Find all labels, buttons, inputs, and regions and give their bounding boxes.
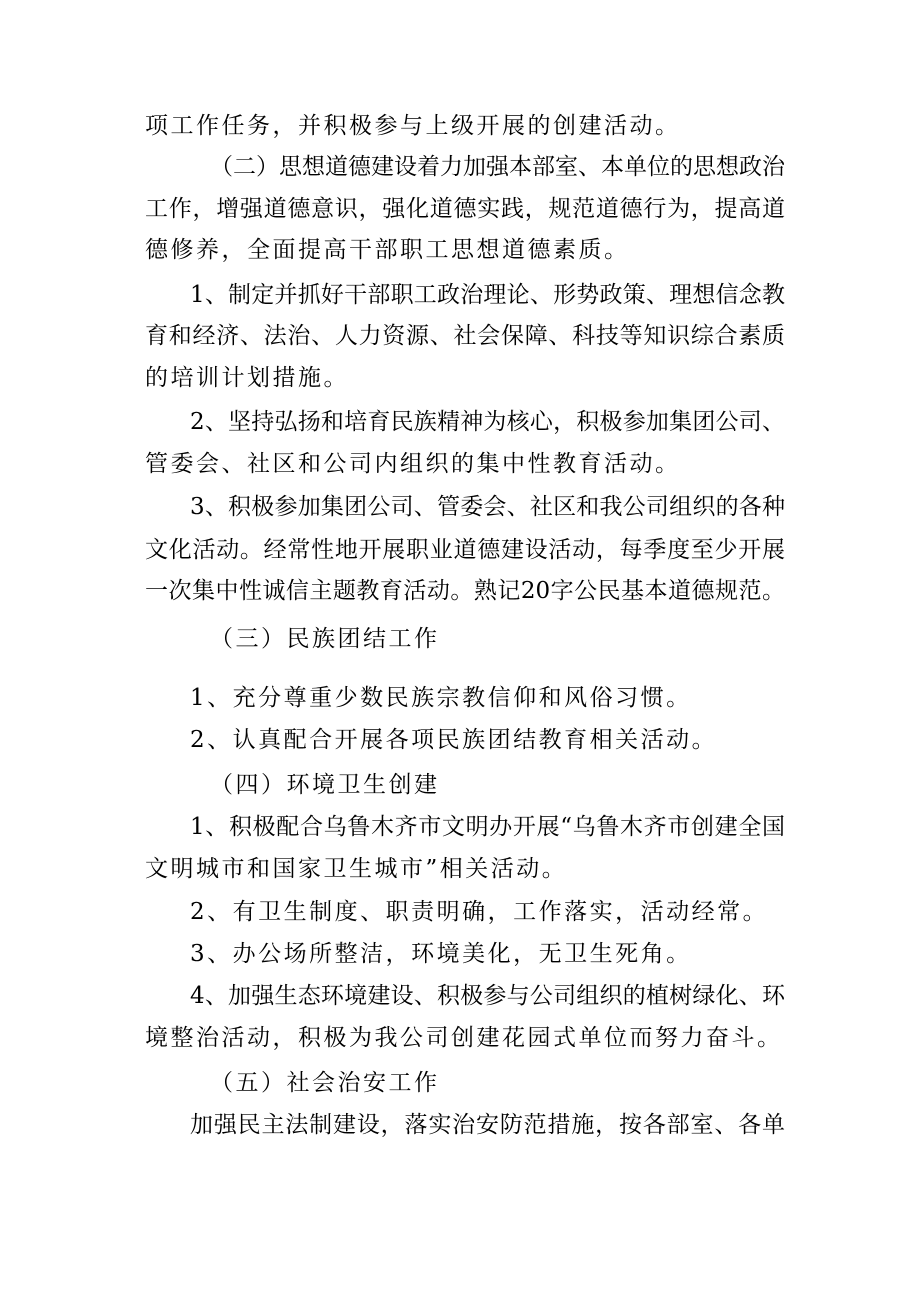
paragraph-line: 境整治活动，积极为我公司创建花园式单位而努力奋斗。 (145, 1025, 783, 1051)
list-item-line: 2、认真配合开展各项民族团结教育相关活动。 (190, 727, 718, 753)
section-heading-line: （二）思想道德建设着力加强本部室、本单位的思想政治 (210, 154, 785, 180)
paragraph-line: 项工作任务，并积极参与上级开展的创建活动。 (145, 113, 681, 139)
section-heading-line: （四）环境卫生创建 (210, 772, 440, 798)
paragraph-line: 加强民主法制建设，落实治安防范措施，按各部室、各单 (190, 1112, 785, 1138)
list-item-line: 4、加强生态环境建设、积极参与公司组织的植树绿化、环 (190, 983, 785, 1009)
paragraph-line: 一次集中性诚信主题教育活动。熟记20字公民基本道德规范。 (145, 578, 785, 604)
list-item-line: 1、积极配合乌鲁木齐市文明办开展“乌鲁木齐市创建全国 (190, 814, 785, 840)
list-item-line: 2、坚持弘扬和培育民族精神为核心，积极参加集团公司、 (190, 409, 785, 435)
list-item-line: 1、充分尊重少数民族宗教信仰和风俗习惯。 (190, 685, 692, 711)
paragraph-line: 育和经济、法治、人力资源、社会保障、科技等知识综合素质 (145, 323, 785, 349)
list-item-line: 2、有卫生制度、职责明确，工作落实，活动经常。 (190, 899, 769, 925)
section-heading-line: （三）民族团结工作 (210, 626, 440, 652)
section-heading-line: （五）社会治安工作 (210, 1070, 440, 1096)
paragraph-line: 德修养，全面提高干部职工思想道德素质。 (145, 237, 630, 263)
paragraph-line: 工作，增强道德意识，强化道德实践，规范道德行为，提高道 (145, 196, 785, 222)
list-item-line: 3、办公场所整洁，环境美化，无卫生死角。 (190, 941, 692, 967)
paragraph-line: 文明城市和国家卫生城市”相关活动。 (145, 856, 568, 882)
list-item-line: 3、积极参加集团公司、管委会、社区和我公司组织的各种 (190, 494, 785, 520)
list-item-line: 1、制定并抓好干部职工政治理论、形势政策、理想信念教 (190, 282, 785, 308)
paragraph-line: 文化活动。经常性地开展职业道德建设活动，每季度至少开展 (145, 537, 785, 563)
paragraph-line: 的培训计划措施。 (145, 365, 349, 391)
paragraph-line: 管委会、社区和公司内组织的集中性教育活动。 (145, 451, 681, 477)
